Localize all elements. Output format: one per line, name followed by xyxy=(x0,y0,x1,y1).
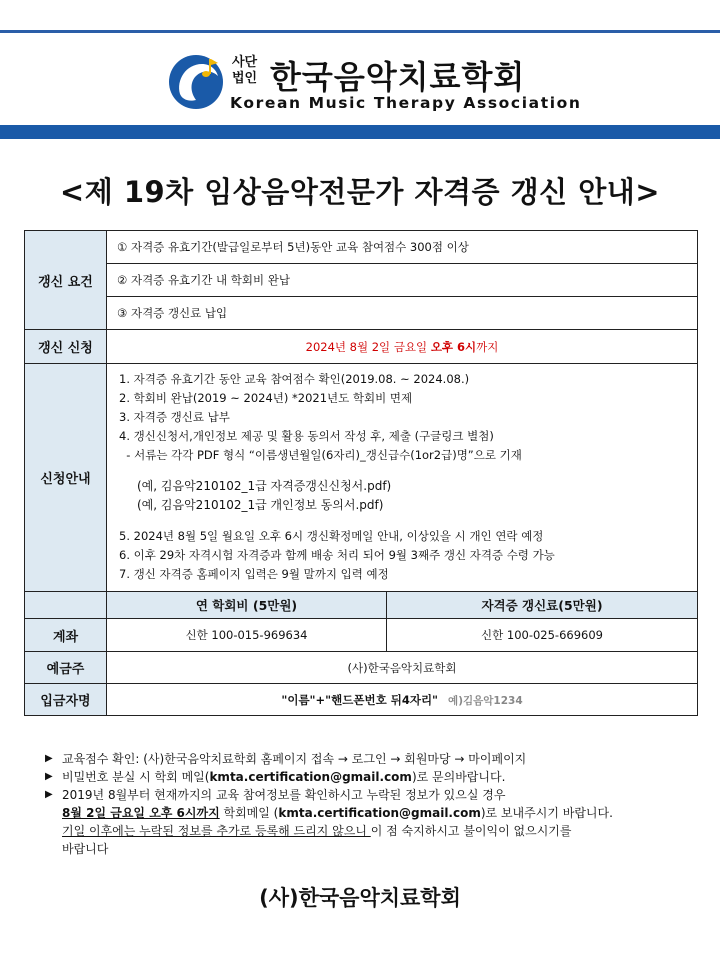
requirements-label: 갱신 요건 xyxy=(25,231,107,330)
guide-line: 2. 학회비 완납(2019 ~ 2024년) *2021년도 학회비 면제 xyxy=(119,391,413,405)
note-text: 교육점수 확인: (사)한국음악치료학회 홈페이지 접속 → 로그인 → 회원마당 → 마이페이지 xyxy=(62,752,527,766)
account-row xyxy=(25,619,698,652)
note-deadline: 8월 2일 금요일 오후 6시까지 xyxy=(62,806,220,820)
note-text: 비밀번호 분실 시 학회 메일( xyxy=(62,770,210,784)
account-holder: (사)한국음악치료학회 xyxy=(107,652,698,684)
logo-prefix-line1: 사단 xyxy=(232,55,258,70)
guide-line: 6. 이후 29차 자격시험 자격증과 함께 배송 처리 되어 9월 3째주 갱신 자격증 수령 가능 xyxy=(119,548,555,562)
requirement-item: ③ 자격증 갱신료 납입 xyxy=(107,297,698,330)
renewal-info-table xyxy=(24,230,698,716)
music-note-logo-icon xyxy=(166,50,228,112)
association-logo xyxy=(166,50,582,120)
requirement-row xyxy=(25,231,698,264)
note-item xyxy=(45,750,712,768)
guide-line: - 서류는 각각 PDF 형식 “이름생년월일(6자리)_갱신급수(1or2급)명”으로 기재 xyxy=(119,448,522,462)
note-text: )로 보내주시기 바랍니다. xyxy=(480,806,613,820)
application-deadline xyxy=(107,330,698,364)
bullet-arrow-icon: ▶ xyxy=(45,771,53,782)
guide-example: (예, 김음악210102_1급 개인정보 동의서.pdf) xyxy=(137,498,384,512)
requirement-row xyxy=(25,264,698,297)
application-row xyxy=(25,330,698,364)
bullet-arrow-icon: ▶ xyxy=(45,753,53,764)
holder-label: 예금주 xyxy=(25,652,107,684)
bullet-arrow-icon: ▶ xyxy=(45,789,53,800)
fee-header-row xyxy=(25,592,698,619)
guide-line: 4. 갱신신청서,개인정보 제공 및 활용 동의서 작성 후, 제출 (구글링크 별첨) xyxy=(119,429,494,443)
logo-prefix-line2: 법인 xyxy=(232,71,258,86)
depositor-format-text: "이름"+"핸드폰번호 뒤4자리" xyxy=(281,692,439,707)
deadline-time: 오후 6시 xyxy=(430,339,477,354)
logo-org-name-english: Korean Music Therapy Association xyxy=(230,94,582,112)
guide-line: 7. 갱신 자격증 홈페이지 입력은 9월 말까지 입력 예정 xyxy=(119,567,389,581)
guide-label: 신청안내 xyxy=(25,364,107,592)
note-warning: 기일 이후에는 누락된 정보를 추가로 등록해 드리지 않으니 xyxy=(62,824,371,838)
depositor-label: 입금자명 xyxy=(25,684,107,716)
requirement-item: ① 자격증 유효기간(발급일로부터 5년)동안 교육 참여점수 300점 이상 xyxy=(107,231,698,264)
annual-fee-account: 신한 100-015-969634 xyxy=(107,619,387,652)
requirement-row xyxy=(25,297,698,330)
account-label: 계좌 xyxy=(25,619,107,652)
depositor-format xyxy=(107,684,698,716)
logo-corp-prefix xyxy=(232,55,257,87)
guide-line: 5. 2024년 8월 5일 월요일 오후 6시 갱신확정메일 안내, 이상있을 시 개인 연락 예정 xyxy=(119,529,544,543)
contact-email: kmta.certification@gmail.com xyxy=(209,770,412,784)
holder-row xyxy=(25,652,698,684)
guide-example: (예, 김음악210102_1급 자격증갱신신청서.pdf) xyxy=(137,479,392,493)
depositor-row xyxy=(25,684,698,716)
renewal-fee-header: 자격증 갱신료(5만원) xyxy=(387,592,698,619)
top-rule xyxy=(0,30,720,33)
guide-row xyxy=(25,364,698,592)
note-item xyxy=(45,768,712,786)
requirement-item: ② 자격증 유효기간 내 학회비 완납 xyxy=(107,264,698,297)
page-title: <제 19차 임상음악전문가 자격증 갱신 안내> xyxy=(59,175,661,209)
note-continuation xyxy=(62,822,712,840)
deadline-date: 2024년 8월 2일 금요일 xyxy=(305,339,431,354)
deadline-suffix: 까지 xyxy=(476,339,499,354)
contact-email: kmta.certification@gmail.com xyxy=(278,806,481,820)
header-band xyxy=(0,125,720,139)
note-text: 학회메일 ( xyxy=(219,806,279,820)
notes-section xyxy=(45,750,712,858)
depositor-example: 예)김음악1234 xyxy=(448,694,523,707)
guide-content xyxy=(107,364,698,592)
note-text: )로 문의바랍니다. xyxy=(411,770,506,784)
logo-org-name: 한국음악치료학회 xyxy=(270,58,526,96)
annual-fee-header: 연 학회비 (5만원) xyxy=(107,592,387,619)
renewal-fee-account: 신한 100-025-669609 xyxy=(387,619,698,652)
guide-line: 1. 자격증 유효기간 동안 교육 참여점수 확인(2019.08. ~ 2024.08.) xyxy=(119,372,470,386)
guide-line: 3. 자격증 갱신료 납부 xyxy=(119,410,230,424)
footer-org-name: (사)한국음악치료학회 xyxy=(259,886,461,910)
note-text: 2019년 8월부터 현재까지의 교육 참여정보를 확인하시고 누락된 정보가 있으실 경우 xyxy=(62,788,506,802)
application-label: 갱신 신청 xyxy=(25,330,107,364)
note-text: 바랍니다 xyxy=(62,842,109,856)
note-text: 이 점 숙지하시고 불이익이 없으시기를 xyxy=(370,824,572,838)
note-continuation xyxy=(62,804,712,822)
note-continuation xyxy=(62,840,712,858)
note-item xyxy=(45,786,712,804)
